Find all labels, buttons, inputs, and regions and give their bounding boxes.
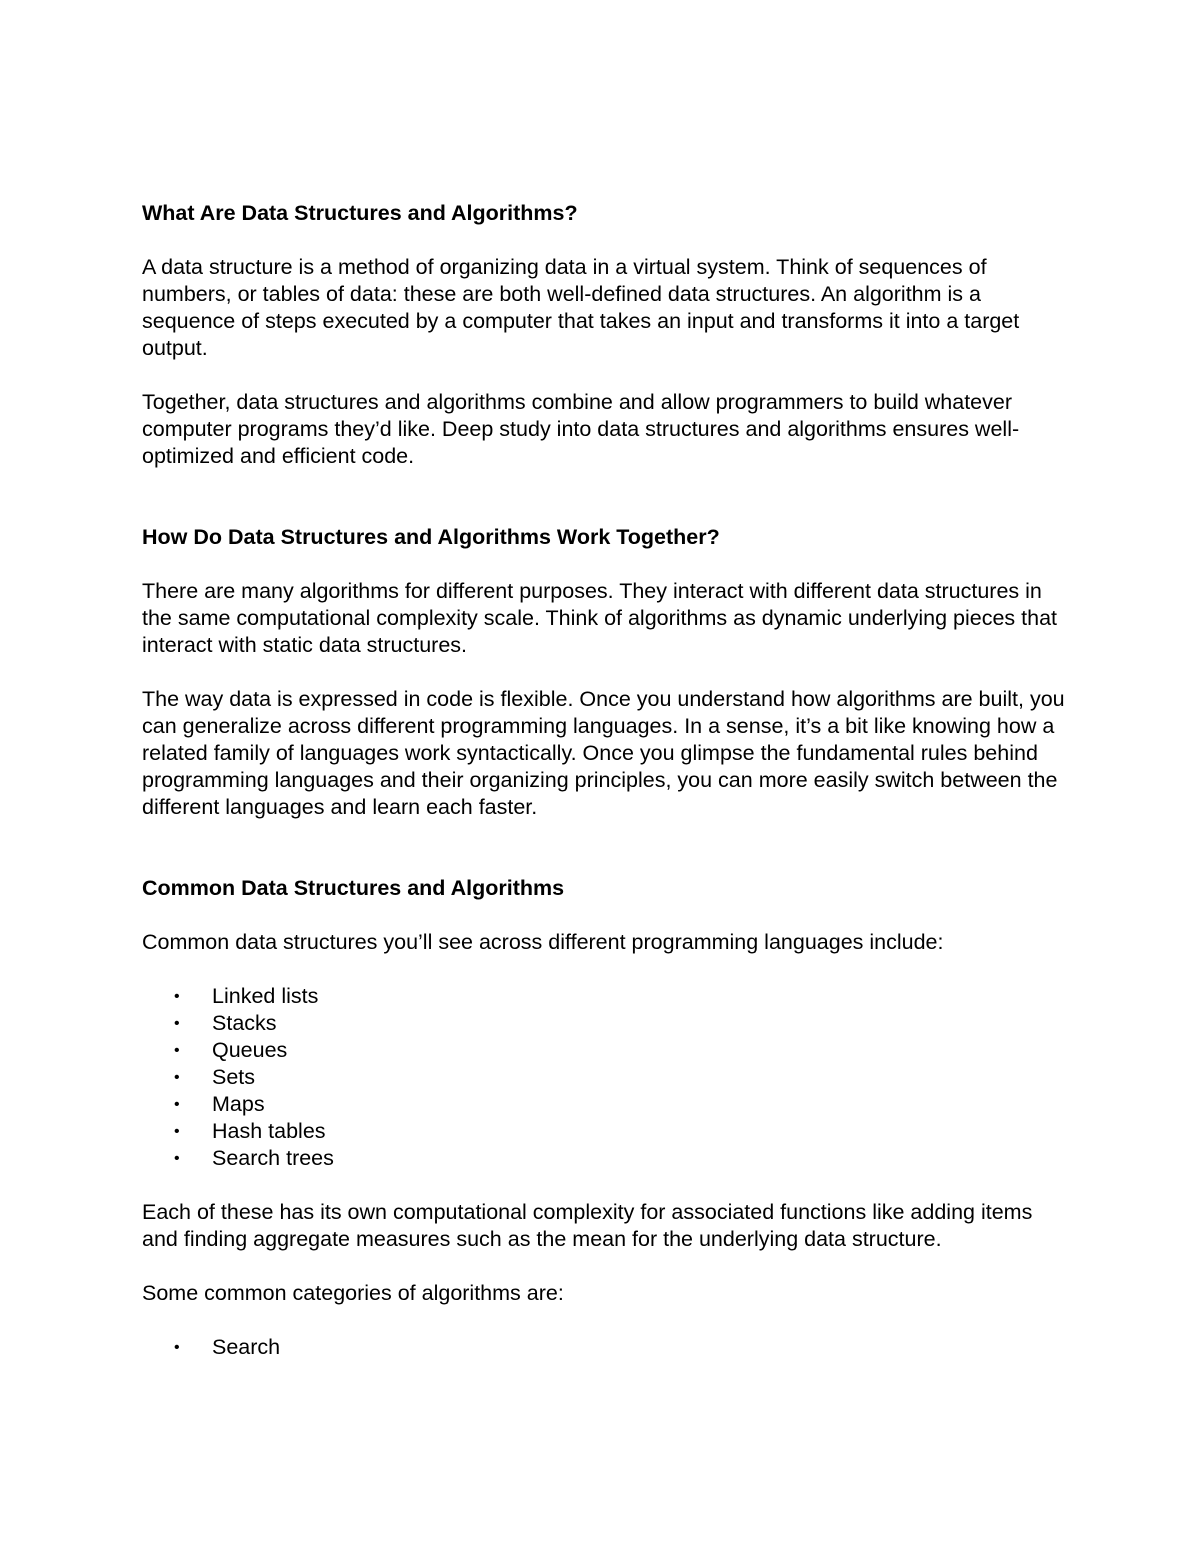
bullet-icon: •	[174, 988, 180, 1005]
bullet-icon: •	[174, 1123, 180, 1140]
document-page	[142, 200, 1072, 1361]
list-item	[142, 1334, 1072, 1361]
bullet-icon: •	[174, 1150, 180, 1167]
list-item-label: Search trees	[212, 1146, 334, 1170]
list-item	[142, 1010, 1072, 1037]
bullet-icon: •	[174, 1042, 180, 1059]
list-item-label: Stacks	[212, 1011, 277, 1035]
paragraph: The way data is expressed in code is flexible. Once you understand how algorithms are built, you can generalize across different programming languages. In a sense, it’s a bit like knowing how a related family of languages work syntactically. Once you glimpse the fundamental rules behind programming languages and their organizing principles, you can more easily switch between the different languages and learn each faster.	[142, 687, 1065, 819]
list-item-label: Maps	[212, 1092, 265, 1116]
section-heading-how-do: How Do Data Structures and Algorithms Work Together?	[142, 525, 720, 549]
list-item	[142, 1091, 1072, 1118]
bullet-icon: •	[174, 1339, 180, 1356]
bullet-icon: •	[174, 1096, 180, 1113]
list-item	[142, 1145, 1072, 1172]
list-item-label: Sets	[212, 1065, 256, 1089]
bullet-icon: •	[174, 1015, 180, 1032]
paragraph: Common data structures you’ll see across different programming languages include:	[142, 930, 944, 954]
section-heading-common: Common Data Structures and Algorithms	[142, 876, 565, 900]
section-heading-what-are: What Are Data Structures and Algorithms?	[142, 201, 578, 225]
list-item	[142, 983, 1072, 1010]
paragraph: Some common categories of algorithms are:	[142, 1281, 564, 1305]
paragraph: Together, data structures and algorithms combine and allow programmers to build whatever computer programs they’d like. Deep study into data structures and algorithms ensures well-optimized and efficient code.	[142, 390, 1020, 468]
list-item-label: Linked lists	[212, 984, 319, 1008]
bullet-icon: •	[174, 1069, 180, 1086]
list-item-label: Search	[212, 1335, 281, 1359]
paragraph: There are many algorithms for different purposes. They interact with different data structures in the same computational complexity scale. Think of algorithms as dynamic underlying pieces that interact with static data structures.	[142, 579, 1057, 657]
paragraph: Each of these has its own computational complexity for associated functions like adding items and finding aggregate measures such as the mean for the underlying data structure.	[142, 1200, 1033, 1251]
list-item	[142, 1064, 1072, 1091]
list-item	[142, 1118, 1072, 1145]
list-item-label: Queues	[212, 1038, 288, 1062]
list-item	[142, 1037, 1072, 1064]
list-item-label: Hash tables	[212, 1119, 326, 1143]
data-structures-list	[142, 983, 1072, 1172]
paragraph: A data structure is a method of organizing data in a virtual system. Think of sequences of numbers, or tables of data: these are both well-defined data structures. An algorithm is a sequence of steps executed by a computer that takes an input and transforms it into a target output.	[142, 255, 1020, 360]
algorithm-categories-list	[142, 1334, 1072, 1361]
